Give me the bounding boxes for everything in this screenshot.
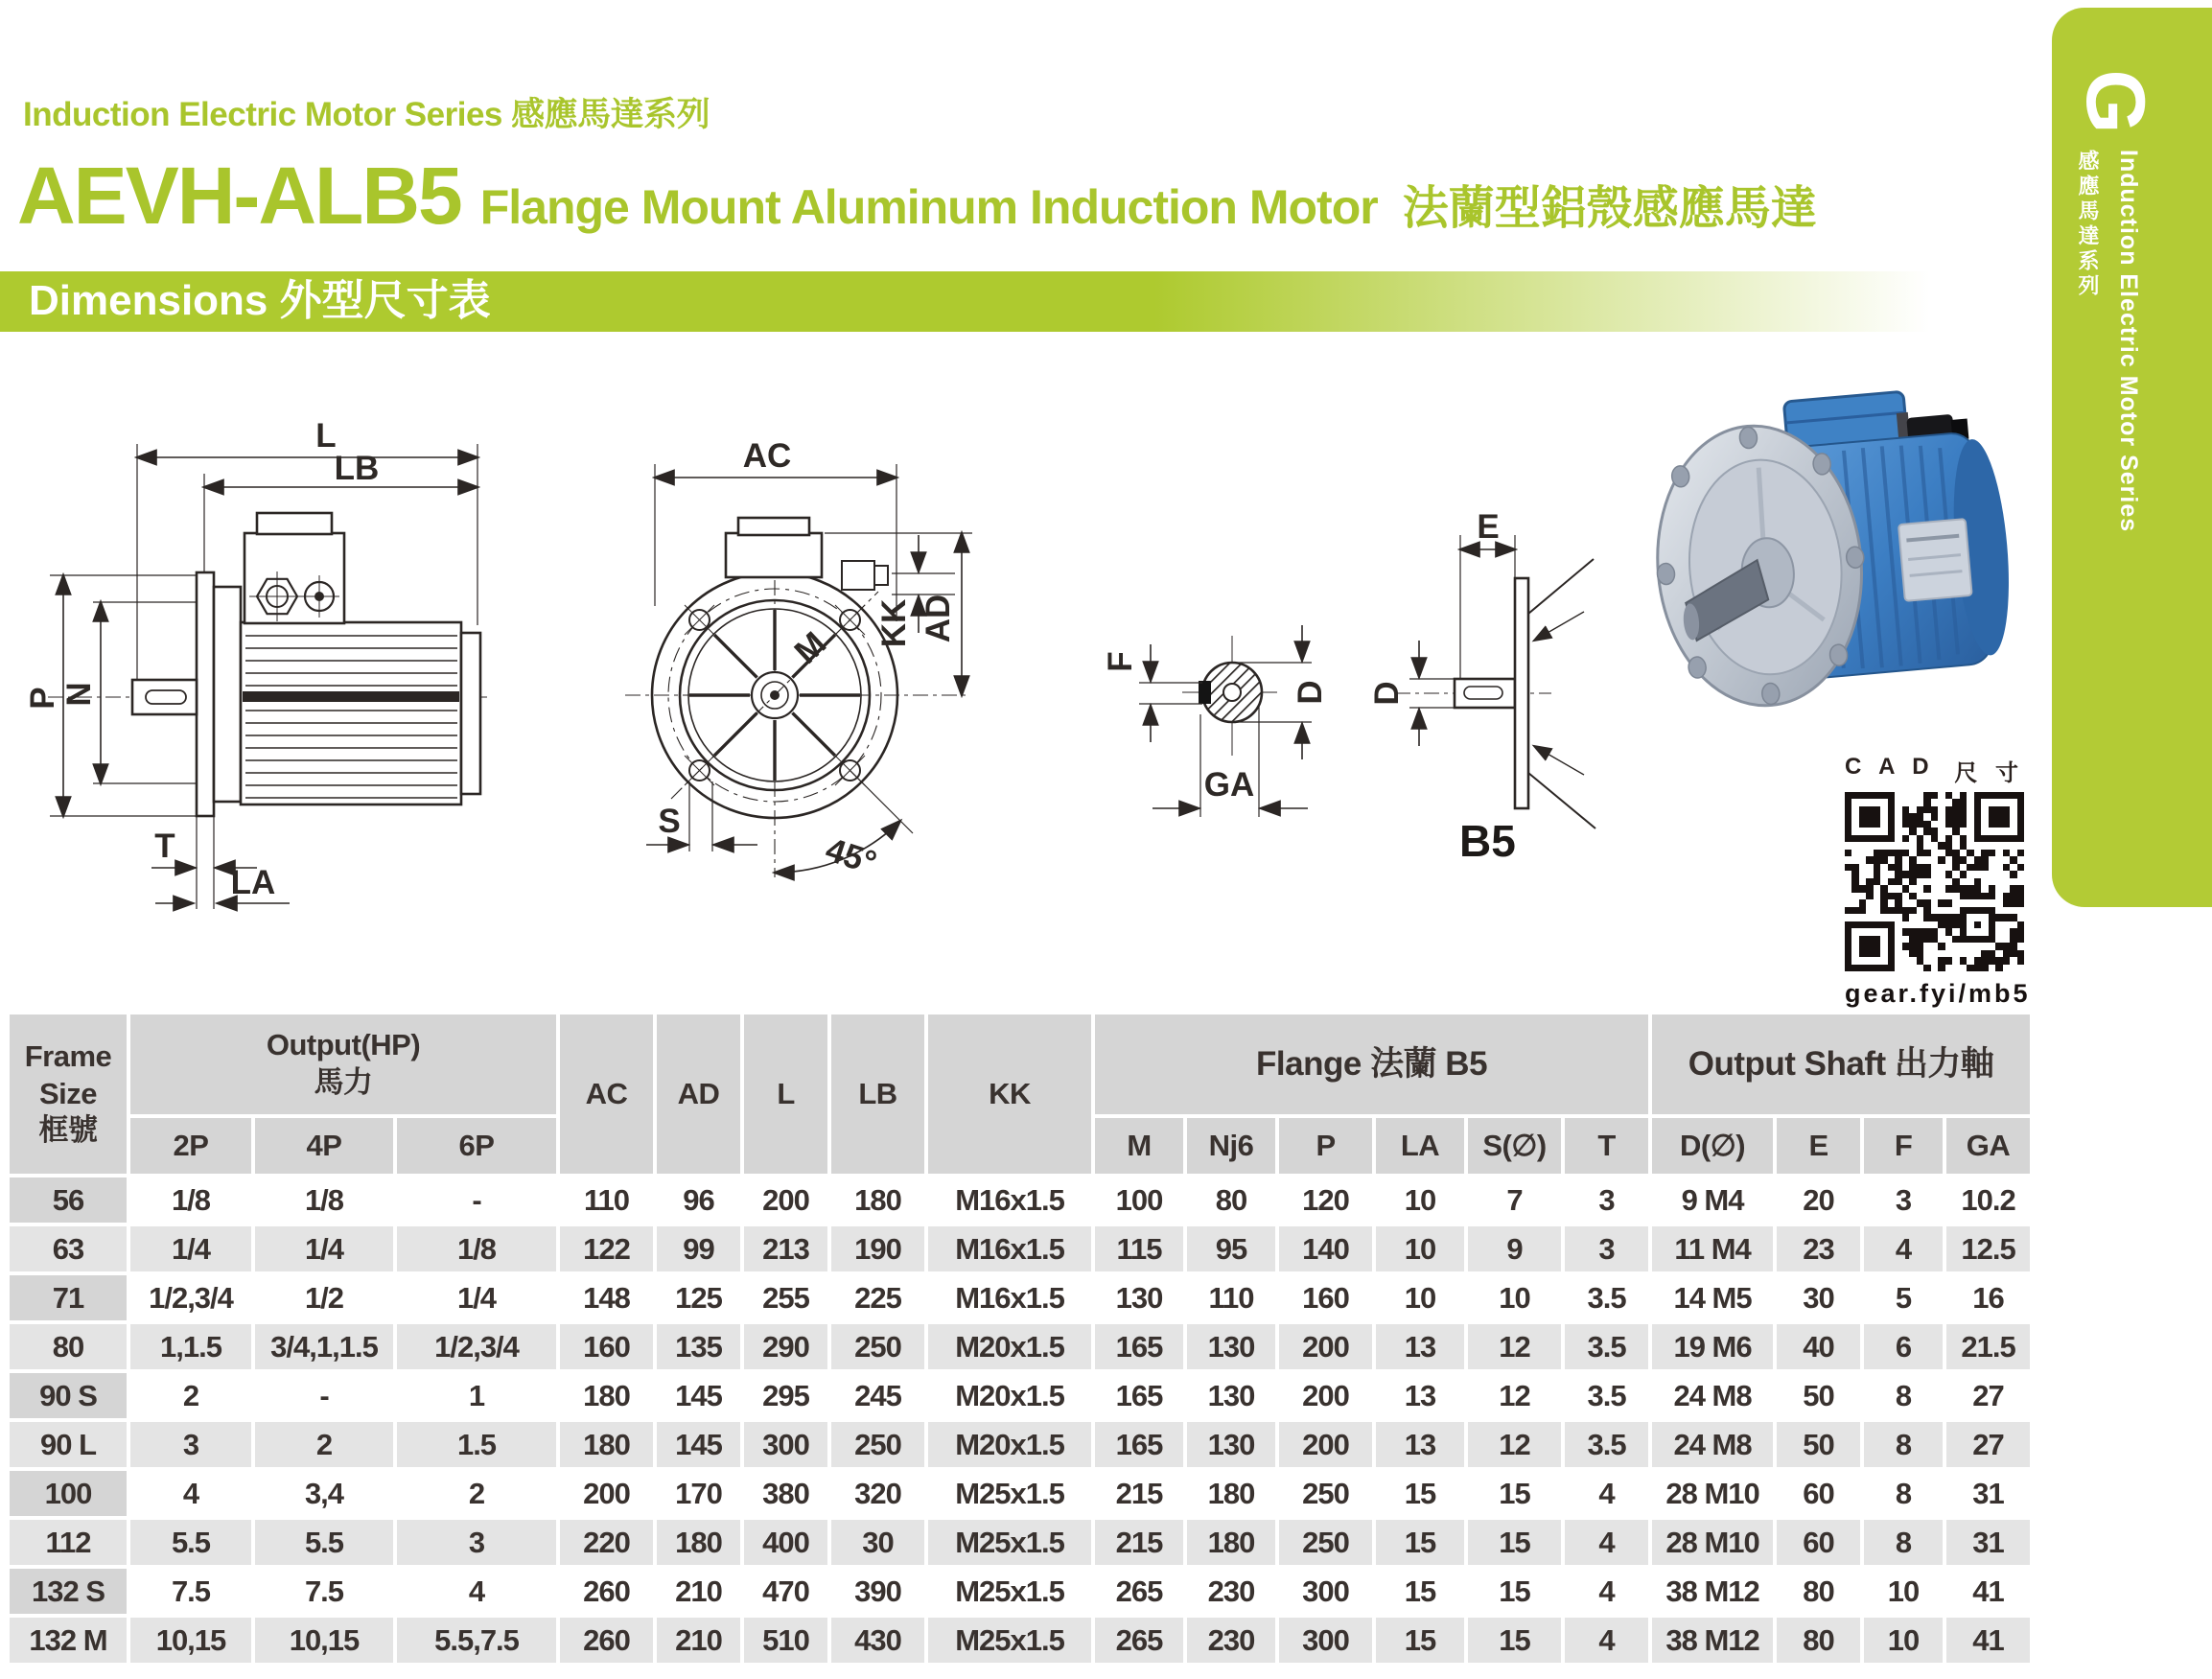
table-cell: 230 xyxy=(1187,1569,1275,1614)
header-output-group xyxy=(130,1014,556,1114)
table-cell: 165 xyxy=(1095,1422,1183,1467)
header-p: P xyxy=(1279,1118,1372,1174)
table-cell: 2 xyxy=(130,1373,251,1418)
header-d: D(∅) xyxy=(1652,1118,1773,1174)
table-cell: 290 xyxy=(744,1324,827,1369)
table-cell: 12 xyxy=(1468,1324,1561,1369)
table-cell: 1/8 xyxy=(397,1226,556,1271)
table-cell: 180 xyxy=(831,1178,924,1223)
table-cell: 10 xyxy=(1376,1226,1464,1271)
table-cell: 15 xyxy=(1376,1569,1464,1614)
table-row xyxy=(10,1471,2030,1516)
table-cell: 23 xyxy=(1777,1226,1860,1271)
frame-size-cell: 80 xyxy=(10,1324,127,1369)
table-cell: 295 xyxy=(744,1373,827,1418)
table-cell: 95 xyxy=(1187,1226,1275,1271)
table-cell: 200 xyxy=(1279,1373,1372,1418)
header-t: T xyxy=(1565,1118,1648,1174)
table-cell: 12.5 xyxy=(1946,1226,2030,1271)
table-cell: 10 xyxy=(1376,1275,1464,1320)
table-cell: 8 xyxy=(1864,1373,1943,1418)
table-cell: 5.5 xyxy=(130,1520,251,1565)
table-cell: 225 xyxy=(831,1275,924,1320)
motor-photo xyxy=(1644,369,2023,734)
table-cell: 1/8 xyxy=(255,1178,393,1223)
dim-label-T: T xyxy=(154,828,175,865)
table-cell: 80 xyxy=(1777,1569,1860,1614)
table-cell: M25x1.5 xyxy=(928,1569,1091,1614)
qr-label xyxy=(1845,754,2024,787)
table-cell: 245 xyxy=(831,1373,924,1418)
table-cell: 15 xyxy=(1468,1471,1561,1516)
table-cell: 3 xyxy=(1565,1178,1648,1223)
table-cell: 60 xyxy=(1777,1471,1860,1516)
table-cell: 31 xyxy=(1946,1471,2030,1516)
table-cell: 200 xyxy=(1279,1324,1372,1369)
table-cell: 215 xyxy=(1095,1520,1183,1565)
side-tab xyxy=(2052,8,2212,907)
title-chinese: 法蘭型鋁殼感應馬達 xyxy=(1402,183,1817,234)
dim-label-P: P xyxy=(24,687,61,710)
table-cell: 1/4 xyxy=(255,1226,393,1271)
table-cell: 4 xyxy=(1864,1226,1943,1271)
table-cell: M25x1.5 xyxy=(928,1471,1091,1516)
table-cell: 380 xyxy=(744,1471,827,1516)
table-cell: 210 xyxy=(657,1569,740,1614)
dim-label-M: M xyxy=(787,624,834,671)
table-cell: 15 xyxy=(1376,1618,1464,1663)
table-row xyxy=(10,1618,2030,1663)
table-row xyxy=(10,1569,2030,1614)
table-cell: M16x1.5 xyxy=(928,1178,1091,1223)
table-cell: 27 xyxy=(1946,1422,2030,1467)
table-cell: 10,15 xyxy=(130,1618,251,1663)
table-cell: 300 xyxy=(1279,1569,1372,1614)
table-cell: 3 xyxy=(397,1520,556,1565)
table-cell: 180 xyxy=(1187,1471,1275,1516)
header-frame-size xyxy=(10,1014,127,1174)
table-cell: 115 xyxy=(1095,1226,1183,1271)
model-name: AEVH-ALB5 xyxy=(17,151,461,241)
table-cell: 50 xyxy=(1777,1373,1860,1418)
table-cell: 165 xyxy=(1095,1324,1183,1369)
table-cell: 3.5 xyxy=(1565,1324,1648,1369)
table-cell: 180 xyxy=(560,1422,653,1467)
table-cell: M25x1.5 xyxy=(928,1520,1091,1565)
table-row xyxy=(10,1373,2030,1418)
drawing-shaft-section xyxy=(1102,625,1329,817)
series-eyebrow: Induction Electric Motor Series 感應馬達系列 xyxy=(23,96,710,133)
table-cell: 16 xyxy=(1946,1275,2030,1320)
header-lb: LB xyxy=(831,1014,924,1174)
table-cell: 7.5 xyxy=(130,1569,251,1614)
table-cell: M16x1.5 xyxy=(928,1226,1091,1271)
table-cell: 1.5 xyxy=(397,1422,556,1467)
table-row xyxy=(10,1226,2030,1271)
frame-size-cell: 132 S xyxy=(10,1569,127,1614)
side-tab-series-zh: 感應馬達系列 xyxy=(2076,150,2100,299)
table-cell: 180 xyxy=(1187,1520,1275,1565)
table-cell: 3 xyxy=(1864,1178,1943,1223)
table-cell: 13 xyxy=(1376,1422,1464,1467)
table-cell: 1/8 xyxy=(130,1178,251,1223)
table-cell: 4 xyxy=(130,1471,251,1516)
table-cell: 4 xyxy=(1565,1618,1648,1663)
table-cell: 230 xyxy=(1187,1618,1275,1663)
dim-label-LB: LB xyxy=(334,450,380,487)
table-cell: 60 xyxy=(1777,1520,1860,1565)
table-cell: 15 xyxy=(1376,1471,1464,1516)
table-cell: 3,4 xyxy=(255,1471,393,1516)
table-cell: 24 M8 xyxy=(1652,1373,1773,1418)
header-nj6: Nj6 xyxy=(1187,1118,1275,1174)
header-2p: 2P xyxy=(130,1118,251,1174)
frame-size-cell: 90 L xyxy=(10,1422,127,1467)
table-cell: 180 xyxy=(657,1520,740,1565)
table-cell: 1/4 xyxy=(397,1275,556,1320)
frame-size-cell: 112 xyxy=(10,1520,127,1565)
table-cell: 510 xyxy=(744,1618,827,1663)
header-shaft-group: Output Shaft 出力軸 xyxy=(1652,1014,2030,1114)
dim-label-F: F xyxy=(1102,651,1139,672)
table-cell: 210 xyxy=(657,1618,740,1663)
table-cell: 110 xyxy=(1187,1275,1275,1320)
table-cell: 14 M5 xyxy=(1652,1275,1773,1320)
page-title xyxy=(17,150,1817,243)
table-cell: 250 xyxy=(831,1422,924,1467)
table-cell: 80 xyxy=(1187,1178,1275,1223)
table-cell: 13 xyxy=(1376,1373,1464,1418)
table-cell: 255 xyxy=(744,1275,827,1320)
table-cell: 250 xyxy=(831,1324,924,1369)
table-cell: M20x1.5 xyxy=(928,1373,1091,1418)
table-header xyxy=(10,1014,2030,1174)
table-cell: 12 xyxy=(1468,1373,1561,1418)
header-kk: KK xyxy=(928,1014,1091,1174)
header-4p: 4P xyxy=(255,1118,393,1174)
table-cell: 9 xyxy=(1468,1226,1561,1271)
drawing-front-view xyxy=(625,437,972,882)
header-ad: AD xyxy=(657,1014,740,1174)
table-cell: 4 xyxy=(1565,1569,1648,1614)
table-cell: 3.5 xyxy=(1565,1275,1648,1320)
table-cell: 15 xyxy=(1468,1569,1561,1614)
table-cell: 10.2 xyxy=(1946,1178,2030,1223)
side-tab-series xyxy=(2073,150,2142,532)
table-cell: 1/2,3/4 xyxy=(397,1324,556,1369)
table-cell: 5.5 xyxy=(255,1520,393,1565)
header-frame-line3: 框號 xyxy=(38,1113,98,1148)
dim-label-KK: KK xyxy=(875,598,913,648)
table-cell: 100 xyxy=(1095,1178,1183,1223)
dim-label-GA: GA xyxy=(1203,766,1255,804)
table-cell: 3.5 xyxy=(1565,1422,1648,1467)
table-cell: 11 M4 xyxy=(1652,1226,1773,1271)
qr-code xyxy=(1845,792,2024,971)
table-cell: 10 xyxy=(1864,1618,1943,1663)
table-cell: 15 xyxy=(1376,1520,1464,1565)
table-cell: 190 xyxy=(831,1226,924,1271)
table-cell: 2 xyxy=(397,1471,556,1516)
dim-label-AD: AD xyxy=(920,594,957,643)
table-cell: 38 M12 xyxy=(1652,1569,1773,1614)
table-cell: 8 xyxy=(1864,1471,1943,1516)
table-cell: 145 xyxy=(657,1373,740,1418)
table-cell: 470 xyxy=(744,1569,827,1614)
table-cell: 1 xyxy=(397,1373,556,1418)
table-cell: 1/2,3/4 xyxy=(130,1275,251,1320)
table-cell: 265 xyxy=(1095,1569,1183,1614)
qr-label-size: 尺 寸 xyxy=(1954,760,2024,786)
header-frame-line1: Frame xyxy=(24,1038,112,1073)
dim-label-S: S xyxy=(658,803,681,840)
table-cell: 165 xyxy=(1095,1373,1183,1418)
table-cell: 31 xyxy=(1946,1520,2030,1565)
table-cell: 41 xyxy=(1946,1618,2030,1663)
header-l: L xyxy=(744,1014,827,1174)
table-cell: 12 xyxy=(1468,1422,1561,1467)
table-cell: 21.5 xyxy=(1946,1324,2030,1369)
table-cell: 130 xyxy=(1187,1422,1275,1467)
table-cell: 30 xyxy=(1777,1275,1860,1320)
table-cell: 110 xyxy=(560,1178,653,1223)
qr-caption: gear.fyi/mb5 xyxy=(1845,979,2031,1008)
table-cell: - xyxy=(397,1178,556,1223)
frame-size-cell: 63 xyxy=(10,1226,127,1271)
table-cell: 135 xyxy=(657,1324,740,1369)
header-6p: 6P xyxy=(397,1118,556,1174)
table-row xyxy=(10,1324,2030,1369)
table-cell: 260 xyxy=(560,1569,653,1614)
table-cell: 213 xyxy=(744,1226,827,1271)
table-cell: 200 xyxy=(560,1471,653,1516)
table-cell: 200 xyxy=(1279,1422,1372,1467)
dim-label-LA: LA xyxy=(230,864,276,901)
table-cell: 28 M10 xyxy=(1652,1520,1773,1565)
table-cell: 1,1.5 xyxy=(130,1324,251,1369)
header-s: S(∅) xyxy=(1468,1118,1561,1174)
table-cell: 260 xyxy=(560,1618,653,1663)
table-cell: 130 xyxy=(1187,1324,1275,1369)
table-cell: M20x1.5 xyxy=(928,1324,1091,1369)
table-cell: 3 xyxy=(1565,1226,1648,1271)
table-cell: 10 xyxy=(1376,1178,1464,1223)
table-row xyxy=(10,1275,2030,1320)
table-cell: 6 xyxy=(1864,1324,1943,1369)
table-cell: 41 xyxy=(1946,1569,2030,1614)
table-cell: 170 xyxy=(657,1471,740,1516)
dim-label-E: E xyxy=(1477,508,1500,546)
table-cell: 2 xyxy=(255,1422,393,1467)
table-cell: 19 M6 xyxy=(1652,1324,1773,1369)
title-english: Flange Mount Aluminum Induction Motor xyxy=(479,180,1378,234)
table-cell: 3/4,1,1.5 xyxy=(255,1324,393,1369)
table-cell: 38 M12 xyxy=(1652,1618,1773,1663)
table-cell: 20 xyxy=(1777,1178,1860,1223)
table-cell: 99 xyxy=(657,1226,740,1271)
table-cell: 7.5 xyxy=(255,1569,393,1614)
table-cell: 10 xyxy=(1468,1275,1561,1320)
table-cell: 80 xyxy=(1777,1618,1860,1663)
table-cell: 215 xyxy=(1095,1471,1183,1516)
table-cell: 28 M10 xyxy=(1652,1471,1773,1516)
header-flange-group: Flange 法蘭 B5 xyxy=(1095,1014,1648,1114)
table-cell: 390 xyxy=(831,1569,924,1614)
table-row xyxy=(10,1178,2030,1223)
table-cell: 4 xyxy=(1565,1520,1648,1565)
section-header-bar: Dimensions 外型尺寸表 xyxy=(0,271,1990,332)
table-cell: - xyxy=(255,1373,393,1418)
table-cell: 8 xyxy=(1864,1422,1943,1467)
table-cell: 15 xyxy=(1468,1618,1561,1663)
table-cell: 300 xyxy=(1279,1618,1372,1663)
table-cell: 220 xyxy=(560,1520,653,1565)
table-cell: 1/4 xyxy=(130,1226,251,1271)
dim-label-D-section: D xyxy=(1292,680,1329,705)
dim-label-L: L xyxy=(315,417,337,455)
table-cell: 3 xyxy=(130,1422,251,1467)
header-output-zh: 馬力 xyxy=(314,1065,373,1099)
table-cell: 145 xyxy=(657,1422,740,1467)
table-cell: M20x1.5 xyxy=(928,1422,1091,1467)
table-cell: 30 xyxy=(831,1520,924,1565)
dim-label-45deg: 45° xyxy=(821,830,881,882)
table-body xyxy=(10,1178,2030,1663)
table-cell: 15 xyxy=(1468,1520,1561,1565)
table-cell: 13 xyxy=(1376,1324,1464,1369)
table-cell: 9 M4 xyxy=(1652,1178,1773,1223)
frame-size-cell: 56 xyxy=(10,1178,127,1223)
table-cell: 140 xyxy=(1279,1226,1372,1271)
header-output-en: Output(HP) xyxy=(266,1028,421,1062)
table-cell: 160 xyxy=(1279,1275,1372,1320)
table-cell: 4 xyxy=(1565,1471,1648,1516)
header-la: LA xyxy=(1376,1118,1464,1174)
table-cell: 5 xyxy=(1864,1275,1943,1320)
drawing-b5-profile xyxy=(1368,508,1595,866)
header-m: M xyxy=(1095,1118,1183,1174)
table-row xyxy=(10,1520,2030,1565)
dimensions-table xyxy=(6,1011,2034,1667)
frame-size-cell: 71 xyxy=(10,1275,127,1320)
table-cell: 160 xyxy=(560,1324,653,1369)
dim-label-D-b5: D xyxy=(1368,681,1406,706)
table-cell: 27 xyxy=(1946,1373,2030,1418)
side-tab-letter: G xyxy=(2069,69,2161,134)
table-cell: 10,15 xyxy=(255,1618,393,1663)
table-cell: 250 xyxy=(1279,1520,1372,1565)
frame-size-cell: 132 M xyxy=(10,1618,127,1663)
header-f: F xyxy=(1864,1118,1943,1174)
table-cell: 250 xyxy=(1279,1471,1372,1516)
drawing-side-view xyxy=(24,417,487,909)
frame-size-cell: 90 S xyxy=(10,1373,127,1418)
table-row xyxy=(10,1422,2030,1467)
table-cell: 3.5 xyxy=(1565,1373,1648,1418)
table-cell: 5.5,7.5 xyxy=(397,1618,556,1663)
table-cell: 1/2 xyxy=(255,1275,393,1320)
table-cell: 300 xyxy=(744,1422,827,1467)
table-cell: 265 xyxy=(1095,1618,1183,1663)
table-cell: 4 xyxy=(397,1569,556,1614)
table-cell: 50 xyxy=(1777,1422,1860,1467)
table-cell: 320 xyxy=(831,1471,924,1516)
header-ac: AC xyxy=(560,1014,653,1174)
dim-label-AC: AC xyxy=(742,437,792,475)
table-cell: 180 xyxy=(560,1373,653,1418)
table-cell: 10 xyxy=(1864,1569,1943,1614)
table-cell: M16x1.5 xyxy=(928,1275,1091,1320)
table-cell: 120 xyxy=(1279,1178,1372,1223)
table-cell: 7 xyxy=(1468,1178,1561,1223)
table-cell: 200 xyxy=(744,1178,827,1223)
dim-label-N: N xyxy=(60,682,98,707)
table-cell: 130 xyxy=(1095,1275,1183,1320)
table-cell: 96 xyxy=(657,1178,740,1223)
table-cell: 125 xyxy=(657,1275,740,1320)
table-cell: 40 xyxy=(1777,1324,1860,1369)
header-frame-line2: Size xyxy=(38,1076,98,1110)
header-ga: GA xyxy=(1946,1118,2030,1174)
table-cell: M25x1.5 xyxy=(928,1618,1091,1663)
side-tab-series-en: Induction Electric Motor Series xyxy=(2115,150,2142,533)
b5-caption: B5 xyxy=(1459,816,1516,866)
table-cell: 122 xyxy=(560,1226,653,1271)
header-e: E xyxy=(1777,1118,1860,1174)
technical-drawings xyxy=(0,403,1668,978)
table-cell: 8 xyxy=(1864,1520,1943,1565)
table-cell: 130 xyxy=(1187,1373,1275,1418)
table-cell: 24 M8 xyxy=(1652,1422,1773,1467)
table-cell: 430 xyxy=(831,1618,924,1663)
table-cell: 148 xyxy=(560,1275,653,1320)
qr-block xyxy=(1845,754,2031,1009)
table-cell: 400 xyxy=(744,1520,827,1565)
frame-size-cell: 100 xyxy=(10,1471,127,1516)
qr-label-cad: C A D xyxy=(1845,754,1935,780)
